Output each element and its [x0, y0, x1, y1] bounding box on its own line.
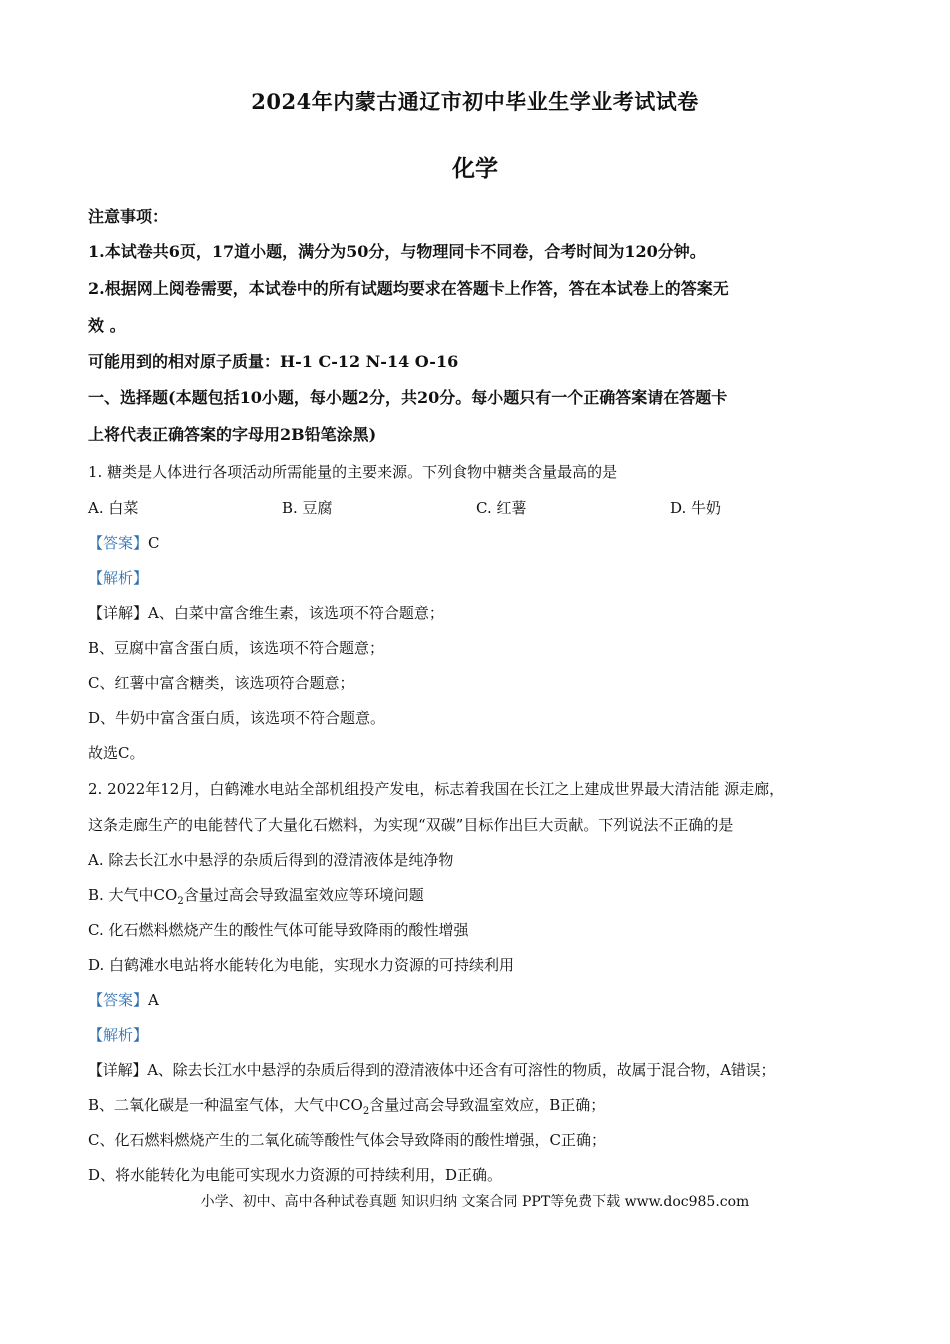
q2-analysis-tag: 【解析】	[88, 1026, 149, 1044]
q2-option-b	[88, 885, 424, 912]
answer-tag: 【答案】	[88, 534, 149, 552]
q1-option-a: A. 白菜	[88, 499, 139, 517]
q2-detail-a: A、除去长江水中悬浮的杂质后得到的澄清液体中还含有可溶性的物质，故属于混合物，A错误；	[147, 1061, 776, 1079]
subject-title: 化学	[452, 155, 498, 182]
note-1: 1.本试卷共6页，17道小题，满分为50分，与物理同卡不同卷，合考时间为120分钟。	[88, 242, 706, 261]
q1-conclusion: 故选C。	[88, 744, 145, 762]
q1-detail-c: C、红薯中富含糖类，该选项符合题意；	[88, 674, 355, 692]
q1-detail-a: A、白菜中富含维生素，该选项不符合题意；	[148, 604, 444, 622]
exam-title: 2024年内蒙古通辽市初中毕业生学业考试试卷	[251, 89, 699, 114]
q1-analysis-tag: 【解析】	[88, 569, 149, 587]
q1-detail-b: B、豆腐中富含蛋白质，该选项不符合题意；	[88, 639, 385, 657]
q2-stem-line-2: 这条走廊生产的电能替代了大量化石燃料，为实现“双碳”目标作出巨大贡献。下列说法不正确的是	[88, 816, 734, 834]
q1-detail-d: D、牛奶中富含蛋白质，该选项不符合题意。	[88, 709, 386, 727]
q2-option-c: C. 化石燃料燃烧产生的酸性气体可能导致降雨的酸性增强	[88, 921, 469, 939]
q2-option-d: D. 白鹤滩水电站将水能转化为电能，实现水力资源的可持续利用	[88, 956, 515, 974]
q2-option-b-text-end: 含量过高会导致温室效应等环境问题	[183, 886, 424, 904]
q2-detail-c: C、化石燃料燃烧产生的二氧化硫等酸性气体会导致降雨的酸性增强，C正确；	[88, 1131, 606, 1149]
q1-option-d: D. 牛奶	[670, 499, 722, 517]
note-2-line-2: 效 。	[88, 316, 126, 335]
q2-answer-value: A	[148, 991, 159, 1009]
q2-option-b-text: B. 大气中CO	[88, 886, 178, 904]
q1-option-b: B. 豆腐	[282, 499, 333, 517]
q1-detail-line-1	[88, 603, 444, 623]
detail-tag: 【详解】	[88, 604, 149, 622]
page-footer: 小学、初中、高中各种试卷真题 知识归纳 文案合同 PPT等免费下载 www.doc985.com	[200, 1194, 750, 1210]
q1-answer-line	[88, 533, 160, 553]
note-2-line-1: 2.根据网上阅卷需要，本试卷中的所有试题均要求在答题卡上作答，答在本试卷上的答案无	[88, 279, 729, 298]
q1-answer-value: C	[148, 534, 160, 552]
notes-heading: 注意事项：	[88, 207, 169, 226]
q2-detail-b-text-end: 含量过高会导致温室效应，B正确；	[369, 1096, 606, 1114]
q1-stem: 1. 糖类是人体进行各项活动所需能量的主要来源。下列食物中糖类含量最高的是	[88, 463, 618, 481]
q1-option-c: C. 红薯	[476, 499, 527, 517]
q2-detail-b	[88, 1095, 605, 1122]
section1-header-line-1: 一、选择题(本题包括10小题，每小题2分，共20分。每小题只有一个正确答案请在答题卡	[88, 388, 728, 407]
subscript: 2	[177, 896, 184, 907]
q2-detail-b-text: B、二氧化碳是一种温室气体，大气中CO	[88, 1096, 363, 1114]
q2-detail-line-1	[88, 1060, 775, 1080]
q2-option-a: A. 除去长江水中悬浮的杂质后得到的澄清液体是纯净物	[88, 851, 454, 869]
subscript: 2	[362, 1106, 370, 1117]
detail-tag: 【详解】	[88, 1061, 148, 1079]
atomic-mass-line: 可能用到的相对原子质量：H-1 C-12 N-14 O-16	[88, 352, 459, 371]
q2-answer-line	[88, 990, 159, 1010]
q2-stem-line-1: 2. 2022年12月，白鹤滩水电站全部机组投产发电，标志着我国在长江之上建成世界最大清洁能 源走廊，	[88, 780, 785, 798]
answer-tag: 【答案】	[88, 991, 149, 1009]
section1-header-line-2: 上将代表正确答案的字母用2B铅笔涂黑)	[88, 425, 377, 444]
q2-detail-d: D、将水能转化为电能可实现水力资源的可持续利用，D正确。	[88, 1166, 503, 1184]
